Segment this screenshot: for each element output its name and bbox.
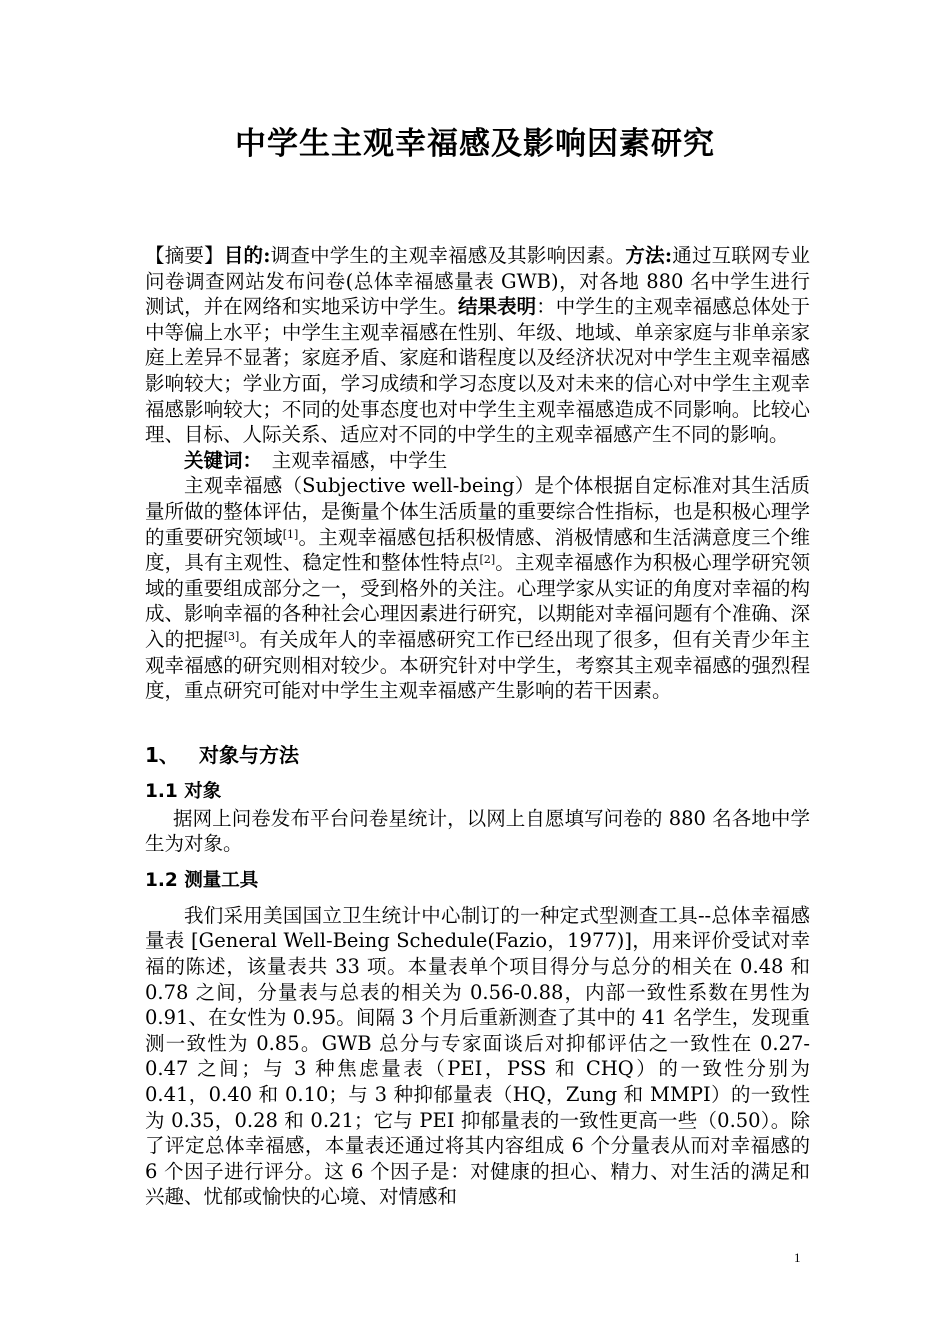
citation-ref-3: [3] [223, 629, 240, 643]
subsection-1-1-text: 据网上问卷发布平台问卷星统计，以网上自愿填写问卷的 880 名各地中学生为对象。 [145, 806, 810, 856]
abstract-paragraph [145, 243, 810, 448]
abstract-result-text: ：中学生的主观幸福感总体处于中等偏上水平；中学生主观幸福感在性别、年级、地域、单亲家庭与非单亲家庭上差异不显著；家庭矛盾、家庭和谐程度以及经济状况对中学生主观幸福感影响较大；学业方面，学习成绩和学习态度以及对未来的信心对中学生主观幸福感影响较大；不同的处事态度也对中学生主观幸福感造成不同影响。比较心理、目标、人际关系、适应对不同的中学生的主观幸福感产生不同的影响。 [145, 295, 810, 447]
subsection-heading-1-2: 1.2 测量工具 [145, 869, 259, 891]
abstract-purpose-label: 目的: [223, 244, 271, 267]
citation-ref-2: [2] [479, 553, 496, 567]
paper-body [145, 243, 810, 1210]
abstract-bracket-label: 【摘要】 [145, 244, 224, 267]
keywords-line [145, 448, 810, 474]
page-number: 1 [794, 1250, 801, 1265]
abstract-method-text: 通过互联网专业问卷调查网站发布问卷(总体幸福感量表 GWB)，对各地 880 名中学生进行测试，并在网络和实地采访中学生。 [145, 244, 810, 319]
intro-paragraph [145, 473, 810, 703]
abstract-result-label: 结果表明 [457, 295, 537, 319]
keywords-text: 主观幸福感，中学生 [252, 448, 448, 472]
abstract-method-label: 方法: [625, 244, 673, 267]
subsection-heading-1-1: 1.1 对象 [145, 780, 222, 802]
intro-text-1: 主观幸福感（Subjective well-being）是个体根据自定标准对其生活质量所做的整体评估，是衡量个体生活质量的重要综合性指标，也是积极心理学的重要研究领域 [145, 474, 810, 549]
paper-title: 中学生主观幸福感及影响因素研究 [235, 126, 715, 162]
abstract-purpose-text: 调查中学生的主观幸福感及其影响因素。 [270, 244, 626, 267]
citation-ref-1: [1] [282, 527, 299, 541]
intro-text-2: 。主观幸福感包括积极情感、消极情感和生活满意度三个维度，具有主观性、稳定性和整体性特点 [145, 525, 810, 575]
subsection-1-2-text: 我们采用美国国立卫生统计中心制订的一种定式型测查工具--总体幸福感量表 [General Well-Being Schedule(Fazio，1977)]，用来评价受试对幸福的陈述，该量表共 33 项。本量表单个项目得分与总分的相关在 0.48 和 0.78 之间，分量表与总表的相关为 0.56-0.88，内部一致性系数在男性为 0.91、在女性为 0.95。间隔 3 个月后重新测查了其中的 41 名学生，发现重测一致性为 0.85。GWB 总分与专家面谈后对抑郁评估之一致性在 0.27-0.47 之间；与 3 种焦虑量表（PEI，PSS 和 CHQ）的一致性分别为 0.41，0.40 和 0.10；与 3 种抑郁量表（HQ，Zung 和 MMPI）的一致性为 0.35，0.28 和 0.21；它与 PEI 抑郁量表的一致性更高一些（0.50）。除了评定总体幸福感，本量表还通过将其内容组成 6 个分量表从而对幸福感的 6 个因子进行评分。这 6 个因子是：对健康的担心、精力、对生活的满足和兴趣、忧郁或愉快的心境、对情感和 [145, 903, 810, 1209]
section-title: 对象与方法 [199, 742, 299, 767]
section-number: 1、 [145, 742, 179, 767]
intro-text-4: 。有关成年人的幸福感研究工作已经出现了很多，但有关青少年主观幸福感的研究则相对较少。本研究针对中学生，考察其主观幸福感的强烈程度，重点研究可能对中学生主观幸福感产生影响的若干因素。 [145, 627, 810, 703]
section-heading-1 [145, 740, 810, 770]
keywords-label: 关键词： [184, 448, 253, 472]
intro-text-3: 。主观幸福感作为积极心理学研究领域的重要组成部分之一，受到格外的关注。心理学家从实证的角度对幸福的构成、影响幸福的各种社会心理因素进行研究，以期能对幸福问题有个准确、深入的把握 [145, 551, 810, 651]
